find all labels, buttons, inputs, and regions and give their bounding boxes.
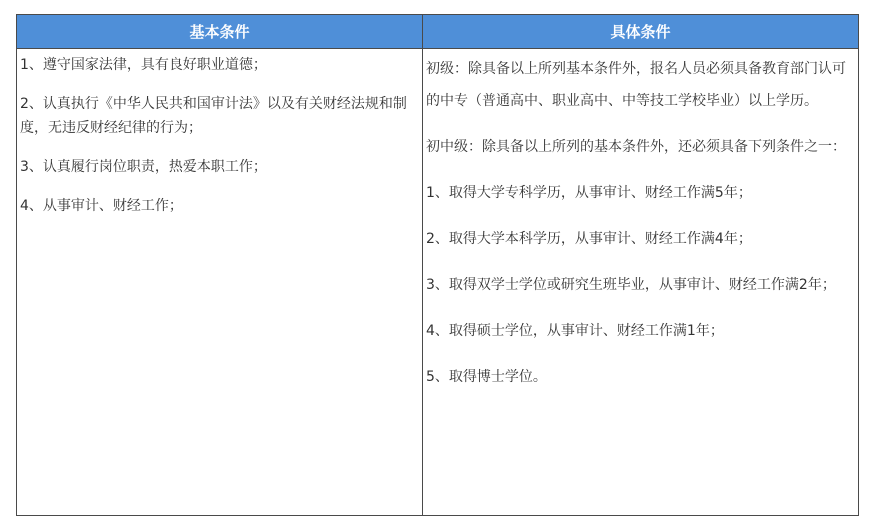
basic-condition-3: 3、认真履行岗位职责，热爱本职工作； (20, 159, 267, 175)
specific-condition-primary: 初级：除具备以上所列基本条件外，报名人员必须具备教育部门认可的中专（普通高中、职业高中、中等技工学校毕业）以上学历。 (426, 61, 846, 109)
specific-conditions-cell (423, 49, 859, 516)
basic-condition-1: 1、遵守国家法律，具有良好职业道德； (20, 57, 267, 73)
basic-conditions-cell (17, 49, 423, 516)
specific-condition-intermediate: 初中级：除具备以上所列的基本条件外，还必须具备下列条件之一： (426, 139, 846, 155)
header-specific-conditions: 具体条件 (423, 15, 859, 49)
table-row (17, 49, 859, 516)
specific-condition-item-4: 4、取得硕士学位，从事审计、财经工作满1年； (426, 323, 724, 339)
specific-condition-item-3: 3、取得双学士学位或研究生班毕业，从事审计、财经工作满2年； (426, 277, 836, 293)
header-row (17, 15, 859, 49)
specific-condition-item-5: 5、取得博士学位。 (426, 369, 547, 385)
basic-condition-4: 4、从事审计、财经工作； (20, 198, 183, 214)
conditions-table (16, 14, 859, 516)
basic-condition-2: 2、认真执行《中华人民共和国审计法》以及有关财经法规和制度，无违反财经纪律的行为； (20, 96, 407, 136)
specific-condition-item-2: 2、取得大学本科学历，从事审计、财经工作满4年； (426, 231, 752, 247)
specific-condition-item-1: 1、取得大学专科学历，从事审计、财经工作满5年； (426, 185, 752, 201)
header-basic-conditions: 基本条件 (17, 15, 423, 49)
